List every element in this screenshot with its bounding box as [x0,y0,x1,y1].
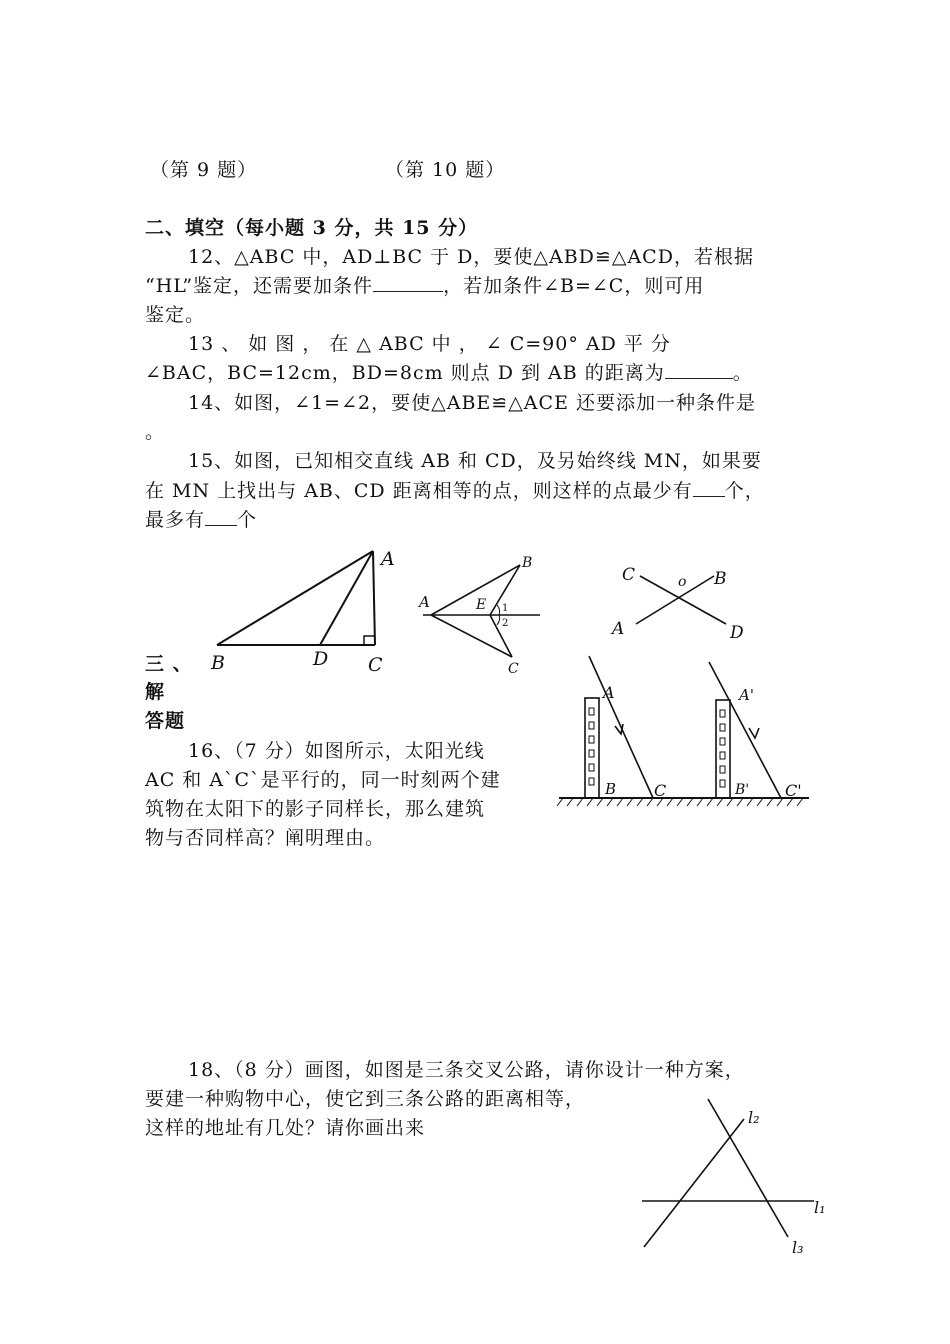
fig14-label-c: C [508,661,519,677]
q15-line2-part1: 在 MN 上找出与 AB、CD 距离相等的点，则这样的点最少有 [145,480,693,502]
q12-line2-part2: ，若加条件∠B=∠C，则可用 [443,275,705,297]
q16-line2: AC 和 A`C`是平行的，同一时刻两个建 [145,769,501,791]
fig18-road-l2 [644,1119,744,1247]
section-3-heading-part3: 答题 [145,710,186,732]
section-3-heading-part2: 解 [145,681,166,703]
fig13-label-b: B [211,652,225,674]
caption-fig9: （第 9 题） [150,159,258,181]
figure-q16-buildings [553,652,813,812]
fig16-building-2-windows [720,710,725,787]
fig14-label-angle-2: 2 [502,618,509,629]
q15-answer-blank-min[interactable] [693,478,725,497]
fig16-building-2 [716,700,730,798]
section-3-heading-part1: 三 、 [145,653,193,675]
fig16-label-a-prime: A' [739,686,754,704]
fig13-side-ac [373,551,375,645]
q12-line3: 鉴定。 [145,304,206,326]
fig16-label-c: C [654,781,667,800]
q15-line2-part2: 个， [724,480,765,502]
q15-line2 [145,477,765,505]
q18-line2: 要建一种购物中心，使它到三条公路的距离相等， [145,1088,586,1110]
fig14-angle-1-arc [497,605,500,615]
fig13-side-ab [217,551,373,645]
fig16-label-c-prime: C' [785,781,802,800]
figure-q14-kite [415,553,555,678]
fig14-label-e: E [476,597,487,613]
q15-line3-part1: 最多有 [145,509,206,531]
q16-line3: 筑物在太阳下的影子同样长，那么建筑 [145,798,486,820]
fig15-label-o: o [678,574,687,590]
q13-answer-blank[interactable] [665,360,733,379]
fig16-arrow-1 [615,724,623,734]
q14-line1: 14、如图，∠1=∠2，要使△ABE≌△ACE 还要添加一种条件是 [188,392,756,414]
q15-line3-part2: 个 [237,509,258,531]
fig15-line-ab [636,576,714,624]
fig14-side-ac [431,615,512,657]
fig14-label-angle-1: 1 [502,603,509,614]
q16-line4: 物与否同样高？阐明理由。 [145,827,386,849]
fig18-label-l3: l₃ [792,1238,804,1257]
q12-line2 [145,272,704,300]
fig15-label-c: C [622,565,636,585]
fig13-label-a: A [381,548,395,570]
q12-answer-blank-1[interactable] [373,273,443,292]
fig16-building-1-windows [589,708,594,785]
q12-line2-part1: “HL”鉴定，还需要加条件 [145,275,374,297]
q15-line3 [145,506,257,534]
fig16-label-b: B [605,780,617,798]
q13-line1: 13 、 如 图 ， 在 △ ABC 中 ， ∠ C=90° AD 平 分 [188,333,671,355]
fig13-right-angle-mark [364,636,374,645]
q13-line2-part2: 。 [732,362,753,384]
figure-q13-triangle [205,545,405,675]
fig13-label-c: C [368,654,383,676]
fig16-label-b-prime: B' [735,782,750,798]
q15-answer-blank-max[interactable] [205,507,237,526]
fig18-label-l2: l₂ [748,1108,760,1127]
fig15-label-d: D [730,623,744,643]
fig16-arrow-2 [749,728,759,738]
fig16-label-a: A [603,683,615,702]
fig16-ground-hatching [557,798,803,806]
q16-line1: 16、（7 分）如图所示，太阳光线 [188,740,485,762]
fig13-label-d: D [313,648,329,670]
figure-q15-intersecting-lines [608,562,758,642]
fig16-building-1 [585,698,599,798]
q13-line2 [145,359,753,387]
q18-line3: 这样的地址有几处？请你画出来 [145,1117,426,1139]
section-2-heading: 二、填空（每小题 3 分，共 15 分） [145,217,479,239]
fig15-label-b: B [714,569,727,589]
q14-line2: 。 [145,421,166,443]
fig18-label-l1: l₁ [814,1198,826,1217]
fig14-label-b: B [522,555,533,571]
fig13-segment-ad [320,551,373,645]
fig14-angle-2-arc [497,615,500,625]
caption-fig10: （第 10 题） [385,159,506,181]
q15-line1: 15、如图，已知相交直线 AB 和 CD，及另始终线 MN，如果要 [188,450,762,472]
fig15-label-a: A [612,619,625,639]
figure-q18-roads [638,1093,838,1263]
q13-line2-part1: ∠BAC，BC=12cm，BD=8cm 则点 D 到 AB 的距离为 [145,362,665,384]
fig14-label-a: A [419,593,430,611]
q12-line1: 12、△ABC 中，AD⊥BC 于 D，要使△ABD≌△ACD，若根据 [188,246,754,268]
q18-line1: 18、（8 分）画图，如图是三条交叉公路，请你设计一种方案， [188,1059,745,1081]
